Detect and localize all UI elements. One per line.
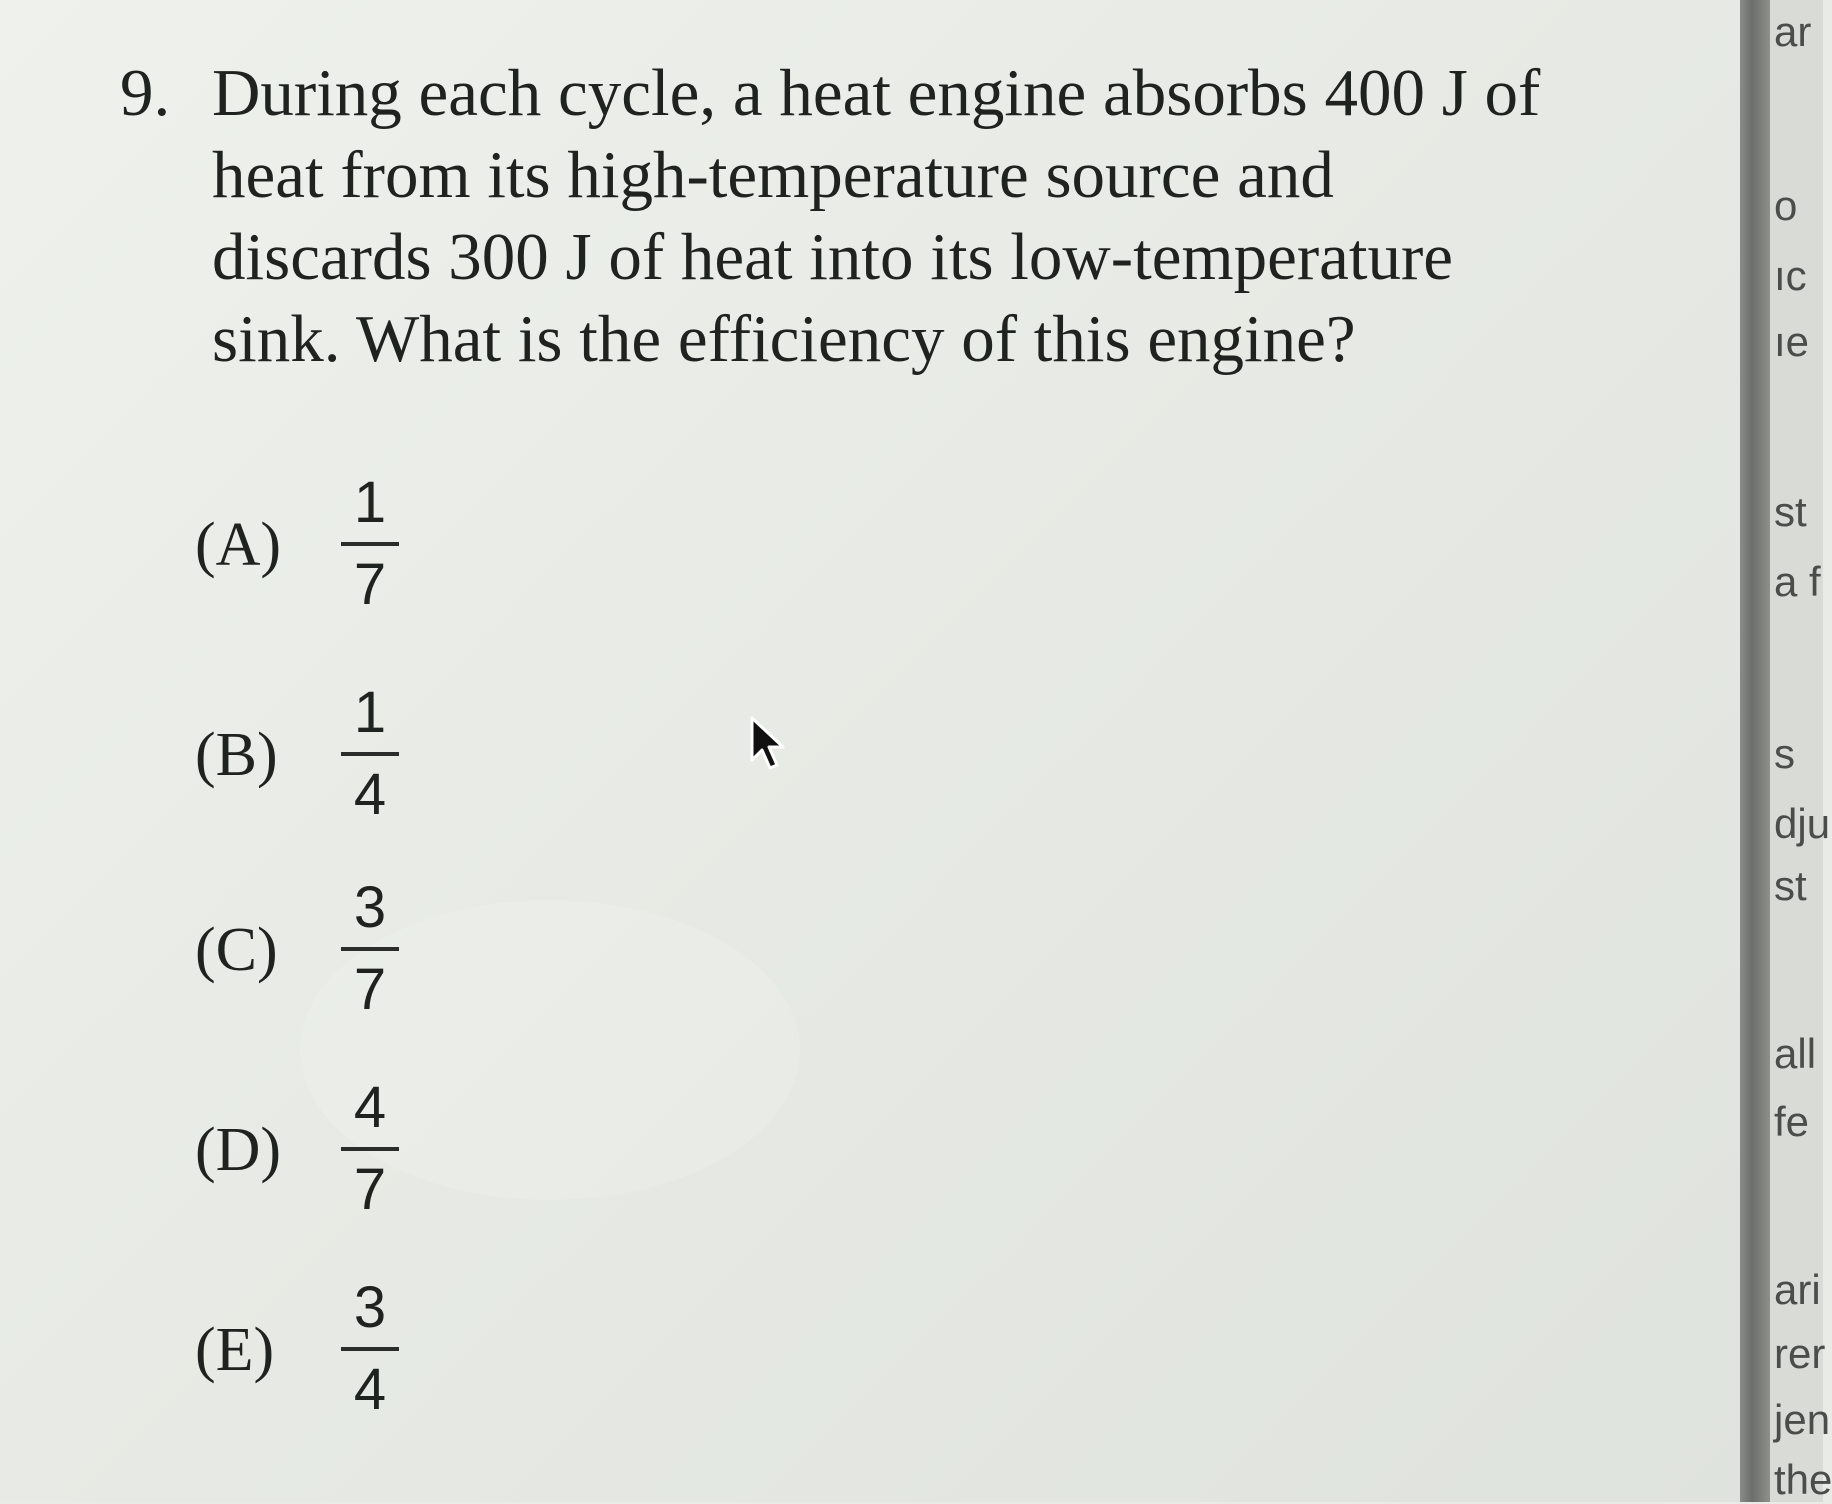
denominator: 4 bbox=[353, 762, 387, 827]
question-line: discards 300 J of heat into its low-temperature bbox=[212, 220, 1454, 294]
denominator: 7 bbox=[353, 552, 387, 617]
question-text bbox=[212, 52, 1602, 380]
text-fragment: s bbox=[1774, 730, 1795, 777]
text-fragment: all bbox=[1774, 1030, 1817, 1077]
numerator: 4 bbox=[353, 1075, 387, 1140]
choice-e[interactable] bbox=[195, 1275, 595, 1445]
text-fragment: fe bbox=[1774, 1098, 1810, 1145]
choice-a[interactable] bbox=[195, 470, 595, 640]
fraction-bar bbox=[341, 1147, 399, 1151]
choice-b[interactable] bbox=[195, 680, 595, 850]
text-fragment: dju bbox=[1774, 800, 1831, 847]
text-fragment: jen bbox=[1774, 1396, 1831, 1443]
question-number: 9. bbox=[120, 56, 171, 130]
text-fragment: a f bbox=[1774, 558, 1821, 605]
fraction bbox=[335, 680, 405, 828]
denominator: 7 bbox=[353, 957, 387, 1022]
denominator: 4 bbox=[353, 1357, 387, 1422]
text-fragment: ari bbox=[1774, 1266, 1821, 1313]
fraction bbox=[335, 1075, 405, 1223]
text-fragment: ar bbox=[1774, 8, 1812, 55]
question-line: sink. What is the efficiency of this engine? bbox=[212, 302, 1356, 376]
text-fragment: o bbox=[1774, 182, 1798, 229]
mouse-pointer-icon bbox=[750, 716, 790, 772]
adjacent-page-fragment bbox=[1770, 0, 1832, 1503]
question-line: During each cycle, a heat engine absorbs 400 J of bbox=[212, 56, 1541, 130]
choice-label: (C) bbox=[195, 916, 278, 984]
text-fragment: ıc bbox=[1774, 252, 1807, 299]
fraction bbox=[335, 470, 405, 618]
choice-label: (A) bbox=[195, 511, 282, 579]
numerator: 3 bbox=[353, 1275, 387, 1340]
text-fragment: rer bbox=[1774, 1330, 1826, 1377]
numerator: 3 bbox=[353, 875, 387, 940]
text-fragment: the bbox=[1774, 1456, 1832, 1503]
fraction bbox=[335, 875, 405, 1023]
choice-d[interactable] bbox=[195, 1075, 595, 1245]
choice-label: (B) bbox=[195, 721, 278, 789]
text-fragment: ıe bbox=[1774, 318, 1810, 365]
fraction-bar bbox=[341, 1347, 399, 1351]
monitor-bezel bbox=[1740, 0, 1770, 1502]
choice-label: (E) bbox=[195, 1316, 275, 1384]
numerator: 1 bbox=[353, 470, 387, 535]
choice-label: (D) bbox=[195, 1116, 282, 1184]
fraction-bar bbox=[341, 542, 399, 546]
choice-c[interactable] bbox=[195, 875, 595, 1045]
question-line: heat from its high-temperature source and bbox=[212, 138, 1334, 212]
text-fragment: st bbox=[1774, 862, 1807, 909]
fraction-bar bbox=[341, 752, 399, 756]
numerator: 1 bbox=[353, 680, 387, 745]
text-fragment: st bbox=[1774, 488, 1807, 535]
fraction-bar bbox=[341, 947, 399, 951]
fraction bbox=[335, 1275, 405, 1423]
denominator: 7 bbox=[353, 1157, 387, 1222]
